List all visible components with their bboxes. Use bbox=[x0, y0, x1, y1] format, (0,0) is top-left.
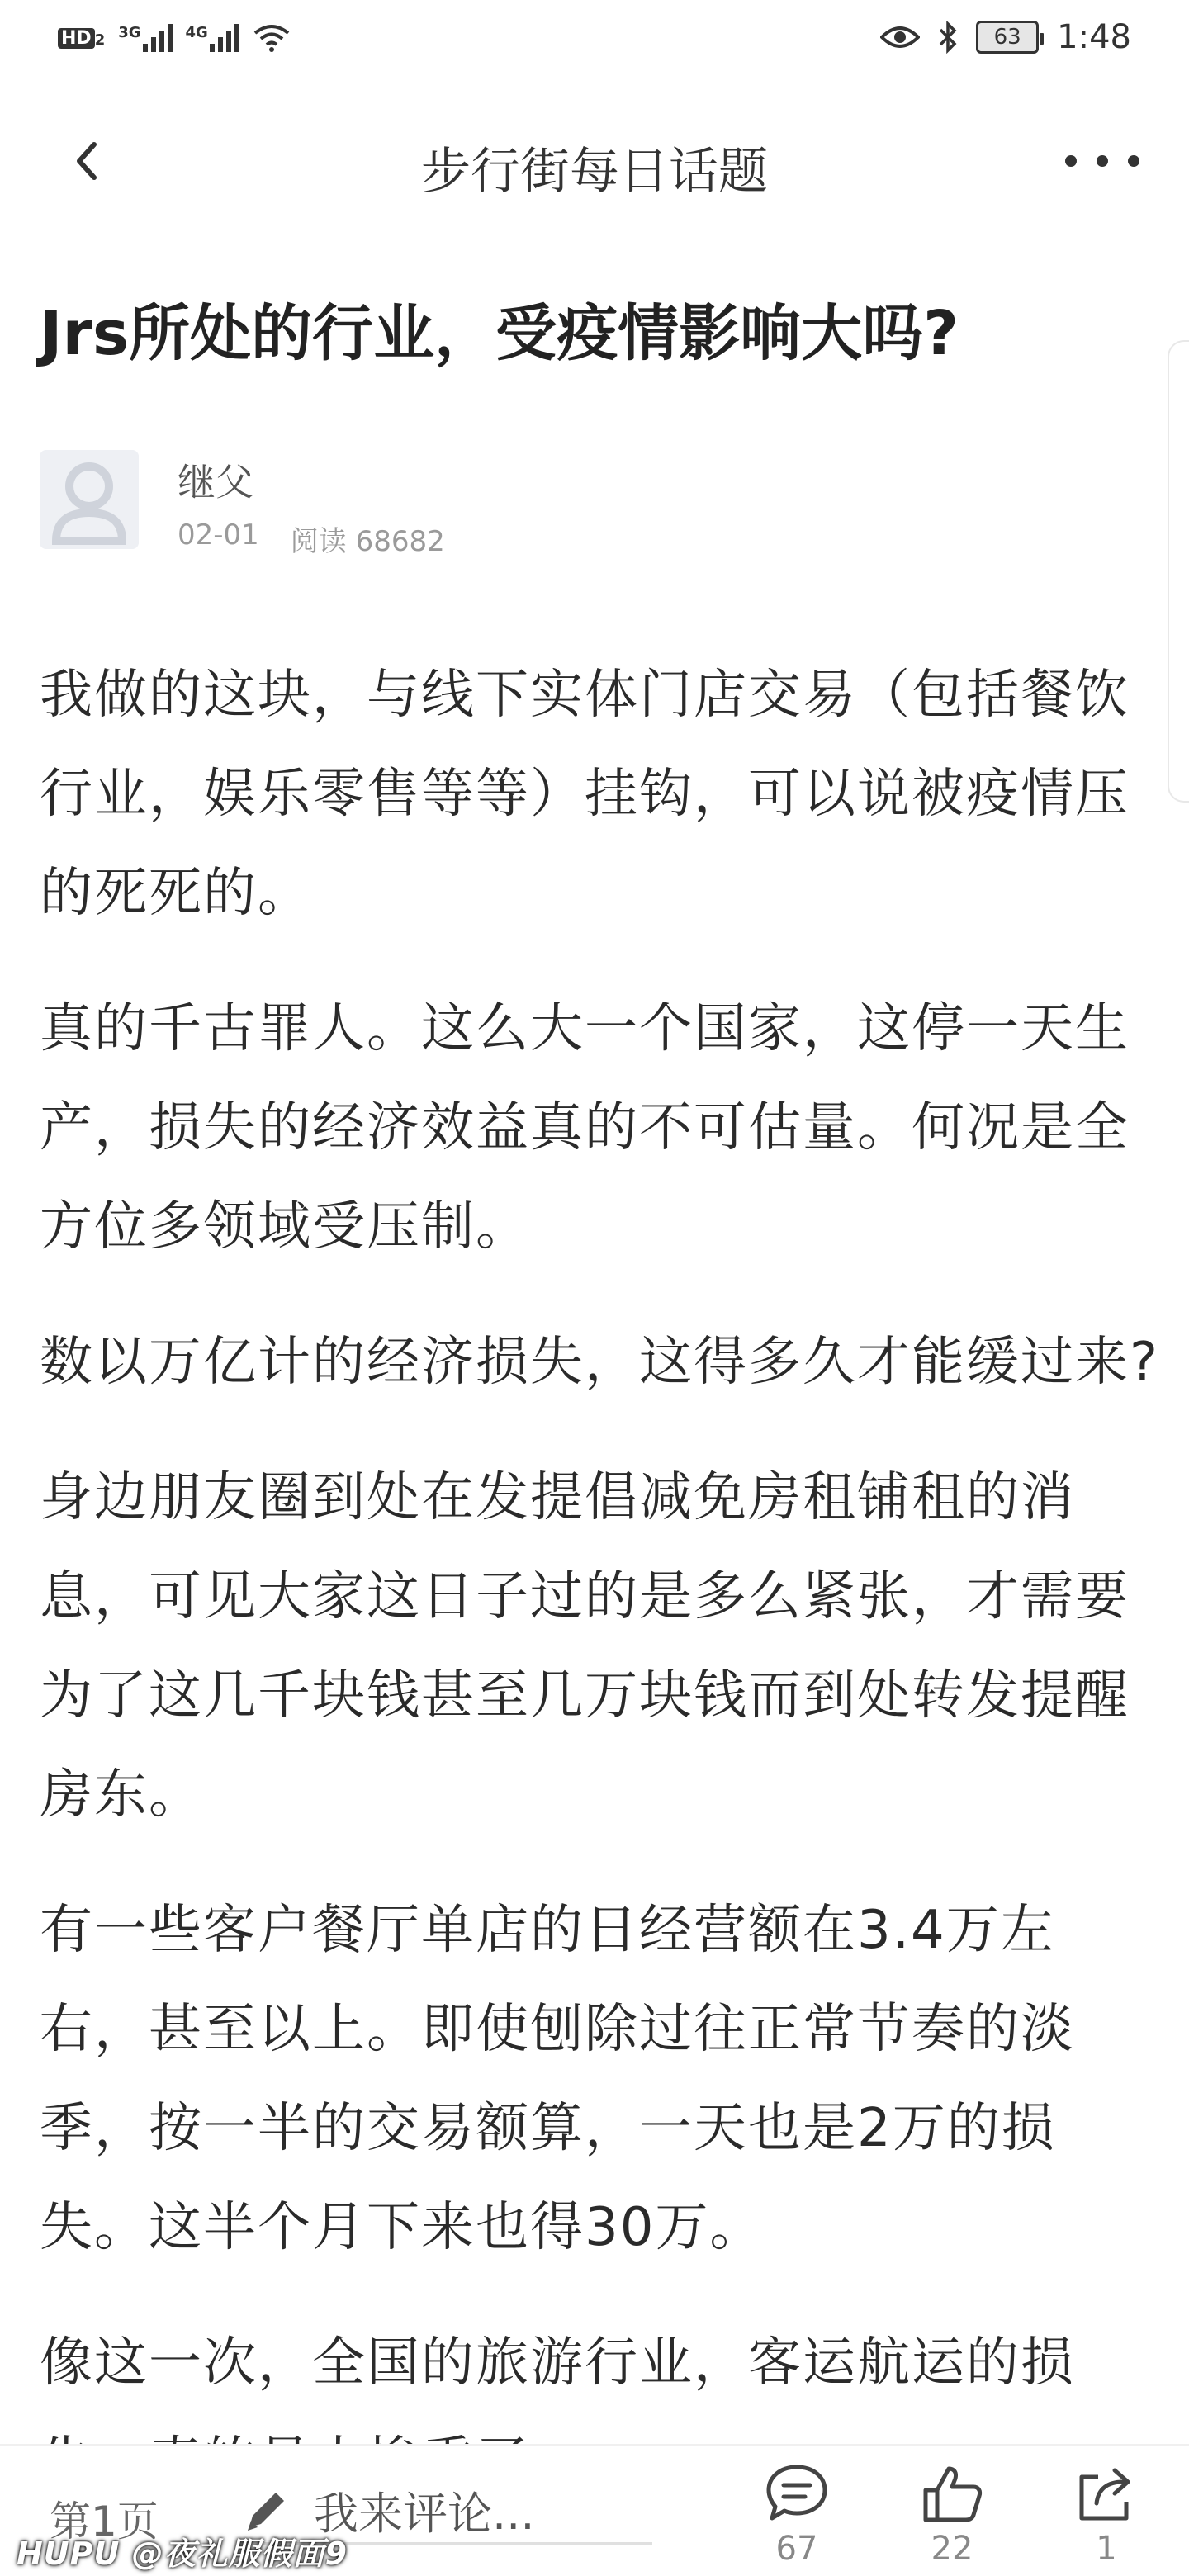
comment-placeholder: 我来评论... bbox=[314, 2488, 535, 2540]
signal-4g bbox=[186, 24, 239, 52]
hd-badge-sub: 2 bbox=[94, 31, 106, 49]
post-paragraph: 有一些客户餐厅单店的日经营额在3.4万左右，甚至以上。即使刨除过往正常节奏的淡季，按一半的交易额算，一天也是2万的损失。这半个月下来也得30万。 bbox=[40, 1900, 1075, 2258]
battery-level: 63 bbox=[993, 25, 1021, 50]
bluetooth-icon bbox=[938, 21, 958, 54]
comment-icon bbox=[764, 2462, 830, 2525]
share-count: 1 bbox=[1096, 2530, 1117, 2568]
status-time: 1:48 bbox=[1057, 18, 1131, 56]
nav-title: 步行街每日话题 bbox=[421, 143, 768, 201]
status-right bbox=[880, 18, 1131, 56]
scroll-handle[interactable] bbox=[1168, 340, 1189, 803]
hd-badge-text: HD bbox=[58, 28, 95, 49]
more-button[interactable] bbox=[1065, 139, 1139, 183]
battery-icon bbox=[976, 21, 1039, 54]
watermark: HUPU @夜礼服假面9 bbox=[17, 2536, 348, 2572]
like-button[interactable] bbox=[907, 2462, 997, 2569]
author-name[interactable]: 继父 bbox=[178, 460, 253, 504]
post-date: 02-01 bbox=[178, 519, 259, 552]
hd-badge bbox=[58, 28, 105, 49]
like-count: 22 bbox=[931, 2530, 973, 2568]
status-left bbox=[58, 23, 291, 53]
net-label-3g: 3G bbox=[118, 24, 141, 41]
post-title: Jrs所处的行业，受疫情影响大吗? bbox=[40, 298, 959, 369]
more-icon bbox=[1128, 155, 1139, 167]
status-bar bbox=[0, 0, 1189, 83]
avatar-placeholder-icon bbox=[40, 450, 139, 549]
read-count: 阅读 68682 bbox=[290, 525, 445, 558]
signal-3g bbox=[118, 24, 172, 52]
post-paragraph: 我做的这块，与线下实体门店交易（包括餐饮行业，娱乐零售等等）挂钩，可以说被疫情压的死死的。 bbox=[40, 665, 1130, 924]
post-paragraph: 数以万亿计的经济损失，这得多久才能缓过来? bbox=[40, 1332, 1159, 1393]
avatar[interactable] bbox=[40, 450, 139, 549]
comment-button[interactable] bbox=[751, 2462, 842, 2569]
post-body bbox=[40, 646, 1163, 2548]
share-icon bbox=[1073, 2462, 1139, 2525]
signal-bars-icon bbox=[143, 24, 173, 52]
signal-bars-icon bbox=[210, 24, 239, 52]
post-paragraph: 像这一次，全国的旅游行业，客运航运的损 bbox=[40, 2332, 1075, 2394]
author-meta bbox=[178, 519, 445, 559]
more-icon bbox=[1097, 155, 1108, 167]
share-button[interactable] bbox=[1061, 2462, 1152, 2569]
page-indicator[interactable]: 第1页 bbox=[50, 2498, 159, 2545]
wifi-icon bbox=[253, 23, 291, 53]
comment-count: 67 bbox=[775, 2530, 818, 2568]
net-label-4g: 4G bbox=[185, 24, 208, 41]
post-paragraph: 真的千古罪人。这么大一个国家，这停一天生产，损失的经济效益真的不可估量。何况是全方位多领域受压制。 bbox=[40, 998, 1130, 1257]
nav-bar bbox=[0, 107, 1189, 215]
post-paragraph: 身边朋友圈到处在发提倡减免房租铺租的消息，可见大家这日子过的是多么紧张，才需要为了这几千块钱甚至几万块钱而到处转发提醒房东。 bbox=[40, 1467, 1130, 1825]
thumbs-up-icon bbox=[919, 2462, 985, 2525]
more-icon bbox=[1065, 155, 1077, 167]
eye-icon bbox=[880, 24, 920, 50]
